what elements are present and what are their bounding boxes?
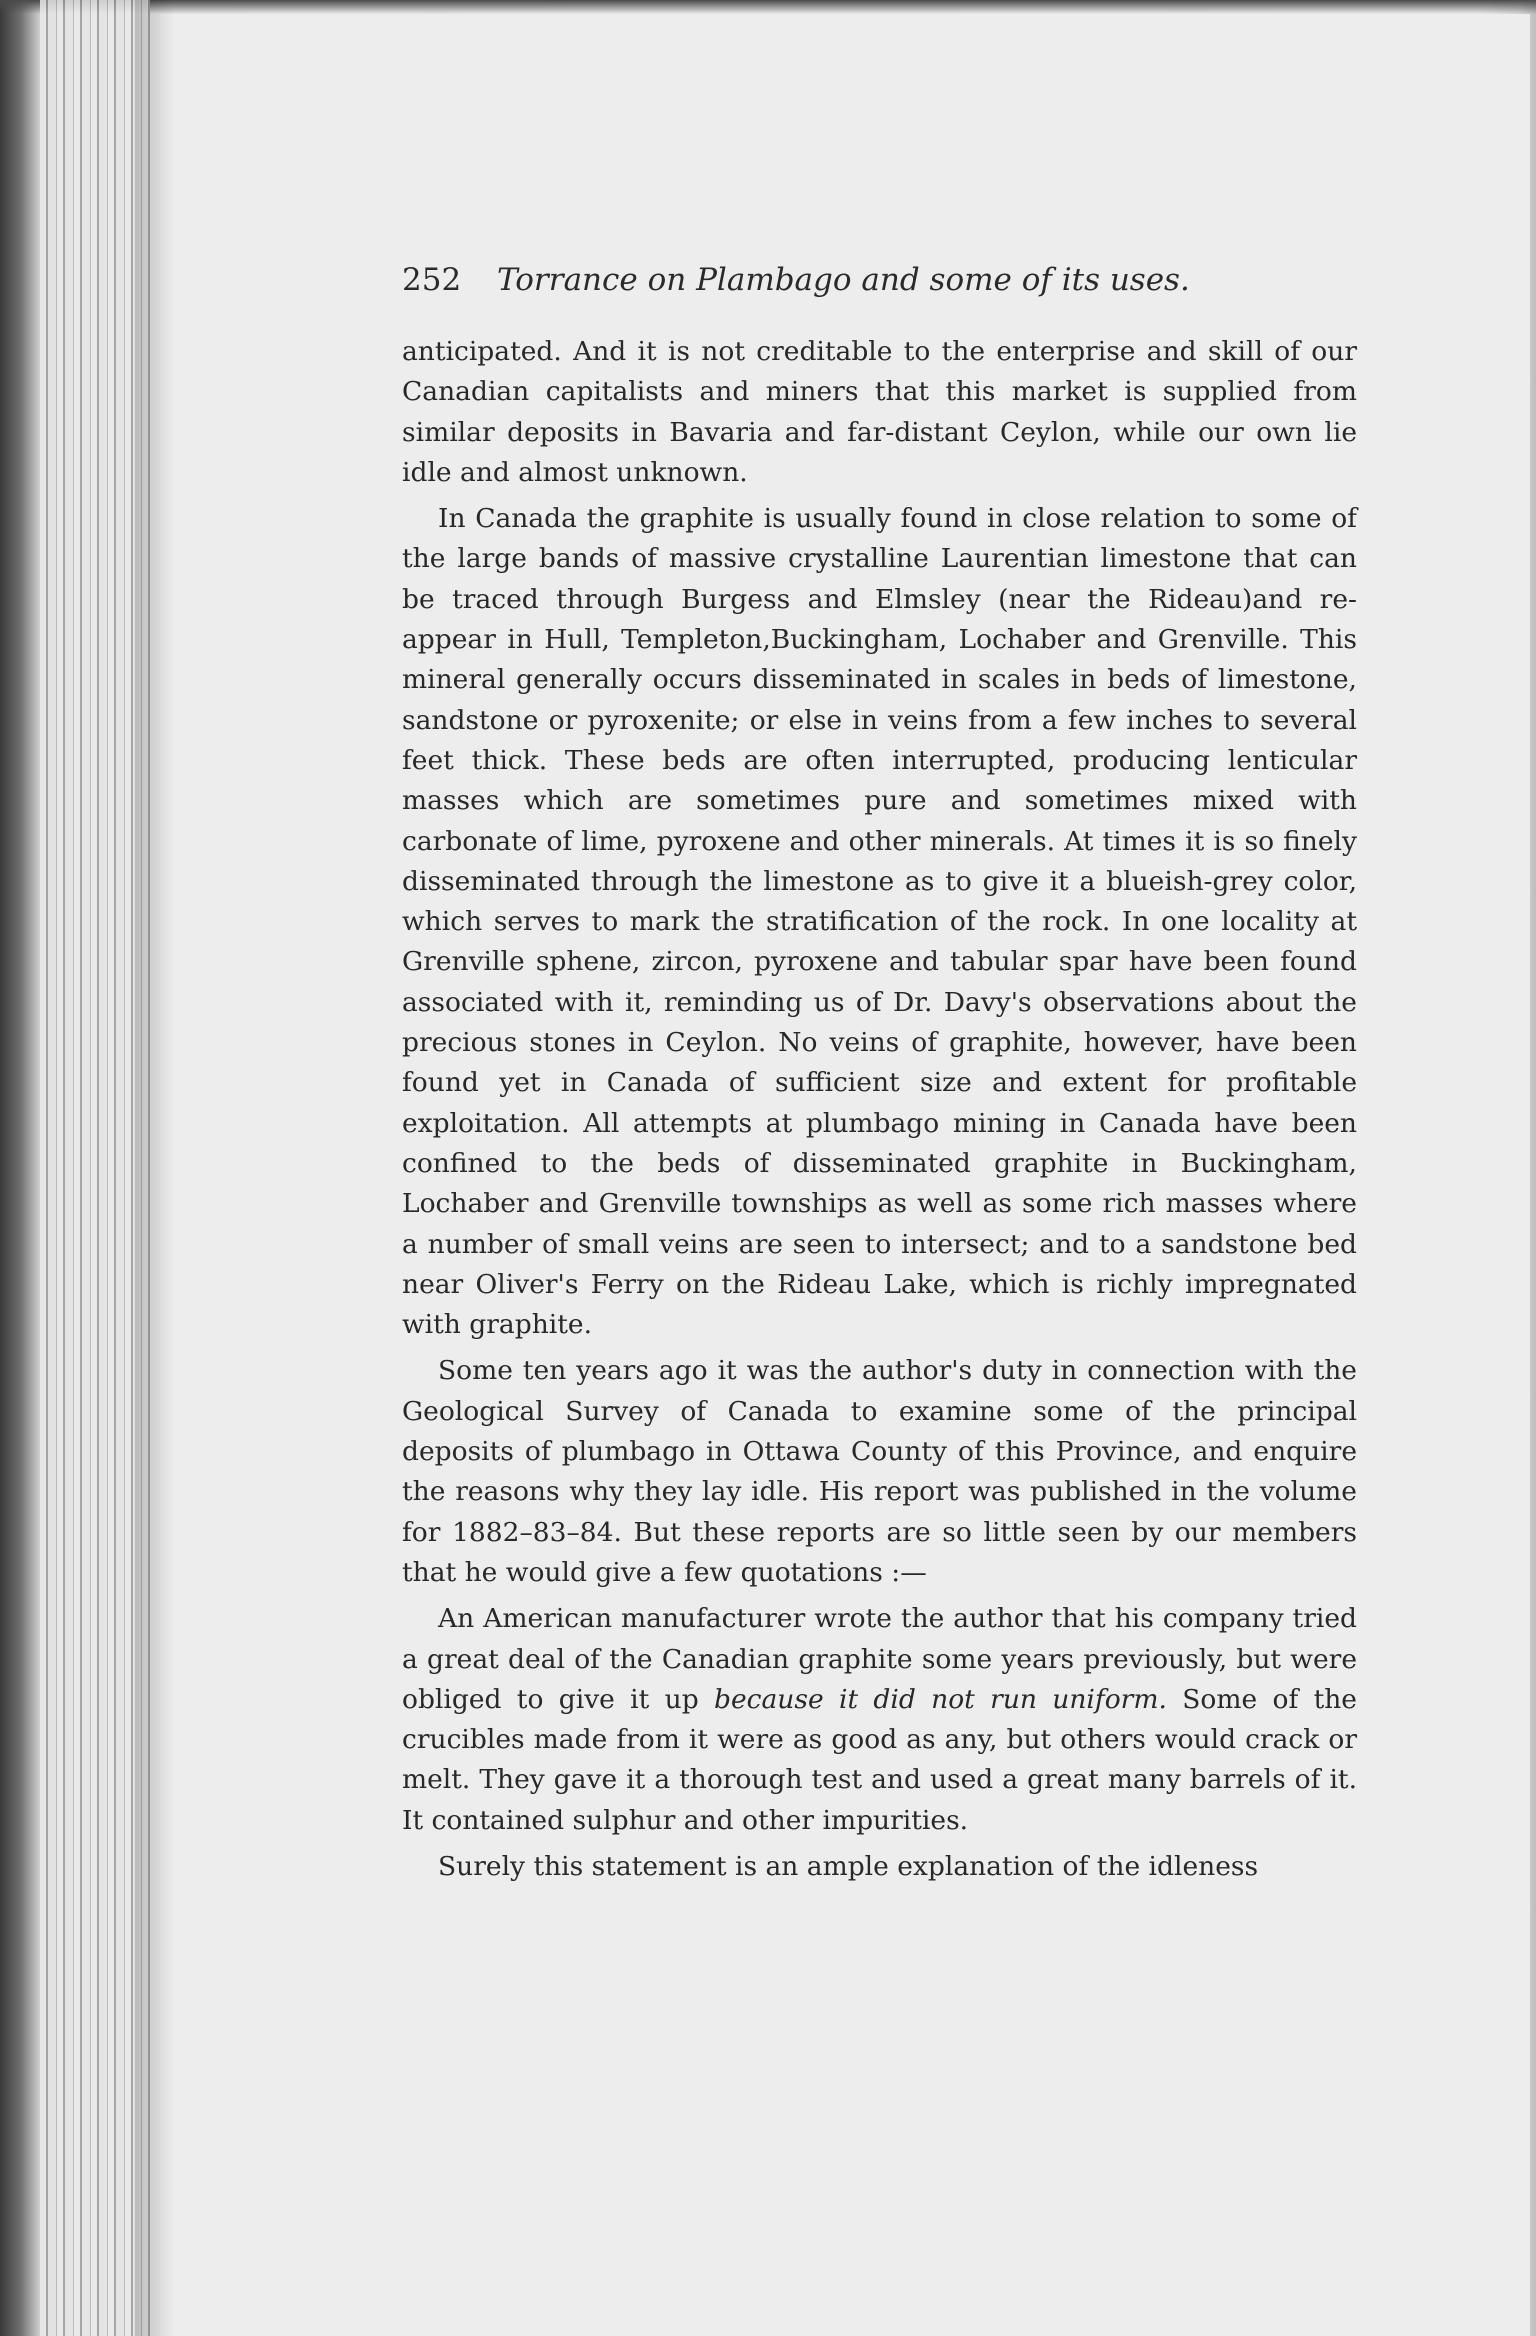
- page-number: 252: [402, 262, 462, 298]
- running-title: Torrance on Plambago and some of its uses.: [497, 262, 1190, 298]
- paragraph-4: [402, 1599, 1357, 1841]
- paragraph-4-text-after: Some of the crucibles made from it were as good as any, but others would crack or melt. They gave it a thorough test and used a great many barrels of it. It contained sulphur and other impurities.: [402, 1683, 1357, 1836]
- paragraph-2: In Canada the graphite is usually found in close relation to some of the large bands of massive crystalline Laurentian limestone that can be traced through Burgess and Elmsley (near the Rideau)and re-appear in Hull, Templeton,Buckingham, Lochaber and Grenville. This mineral generally occurs disseminated in scales in beds of limestone, sandstone or pyroxenite; or else in veins from a few inches to several feet thick. These beds are often interrupted, producing lenticular masses which are sometimes pure and sometimes mixed with carbonate of lime, pyroxene and other minerals. At times it is so finely disseminated through the limestone as to give it a blueish-grey color, which serves to mark the stratification of the rock. In one locality at Grenville sphene, zircon, pyroxene and tabular spar have been found associated with it, reminding us of Dr. Davy's observations about the precious stones in Ceylon. No veins of graphite, however, have been found yet in Canada of sufficient size and extent for profitable exploitation. All attempts at plumbago mining in Canada have been confined to the beds of disseminated graphite in Buckingham, Lochaber and Grenville townships as well as some rich masses where a number of small veins are seen to intersect; and to a sandstone bed near Oliver's Ferry on the Rideau Lake, which is richly impregnated with graphite.: [402, 503, 1357, 1341]
- paragraph-3: Some ten years ago it was the author's duty in connection with the Geological Survey of Canada to examine some of the principal deposits of plumbago in Ottawa County of this Province, and enquire the reasons why they lay idle. His report was published in the volume for 1882–83–84. But these reports are so little seen by our members that he would give a few quotations :—: [402, 1355, 1357, 1588]
- paragraph-4-text-before: An American manufacturer wrote the author that his company tried a great deal of the Canadian graphite some years previously, but were obliged to give it up: [402, 1603, 1357, 1715]
- paragraph-5: Surely this statement is an ample explanation of the idleness: [438, 1850, 1259, 1882]
- gutter-shadow: [135, 0, 175, 2336]
- paragraph-4-italic-phrase: because it did not run uniform.: [714, 1683, 1167, 1715]
- paragraph-1: anticipated. And it is not creditable to the enterprise and skill of our Canadian capitalists and miners that this market is supplied from similar deposits in Bavaria and far-distant Ceylon, while our own lie idle and almost unknown.: [402, 336, 1357, 488]
- page-content: [402, 262, 1357, 1887]
- book-page-edges: [40, 0, 150, 2336]
- running-head: [402, 262, 1357, 332]
- scan-top-shadow: [0, 0, 1536, 14]
